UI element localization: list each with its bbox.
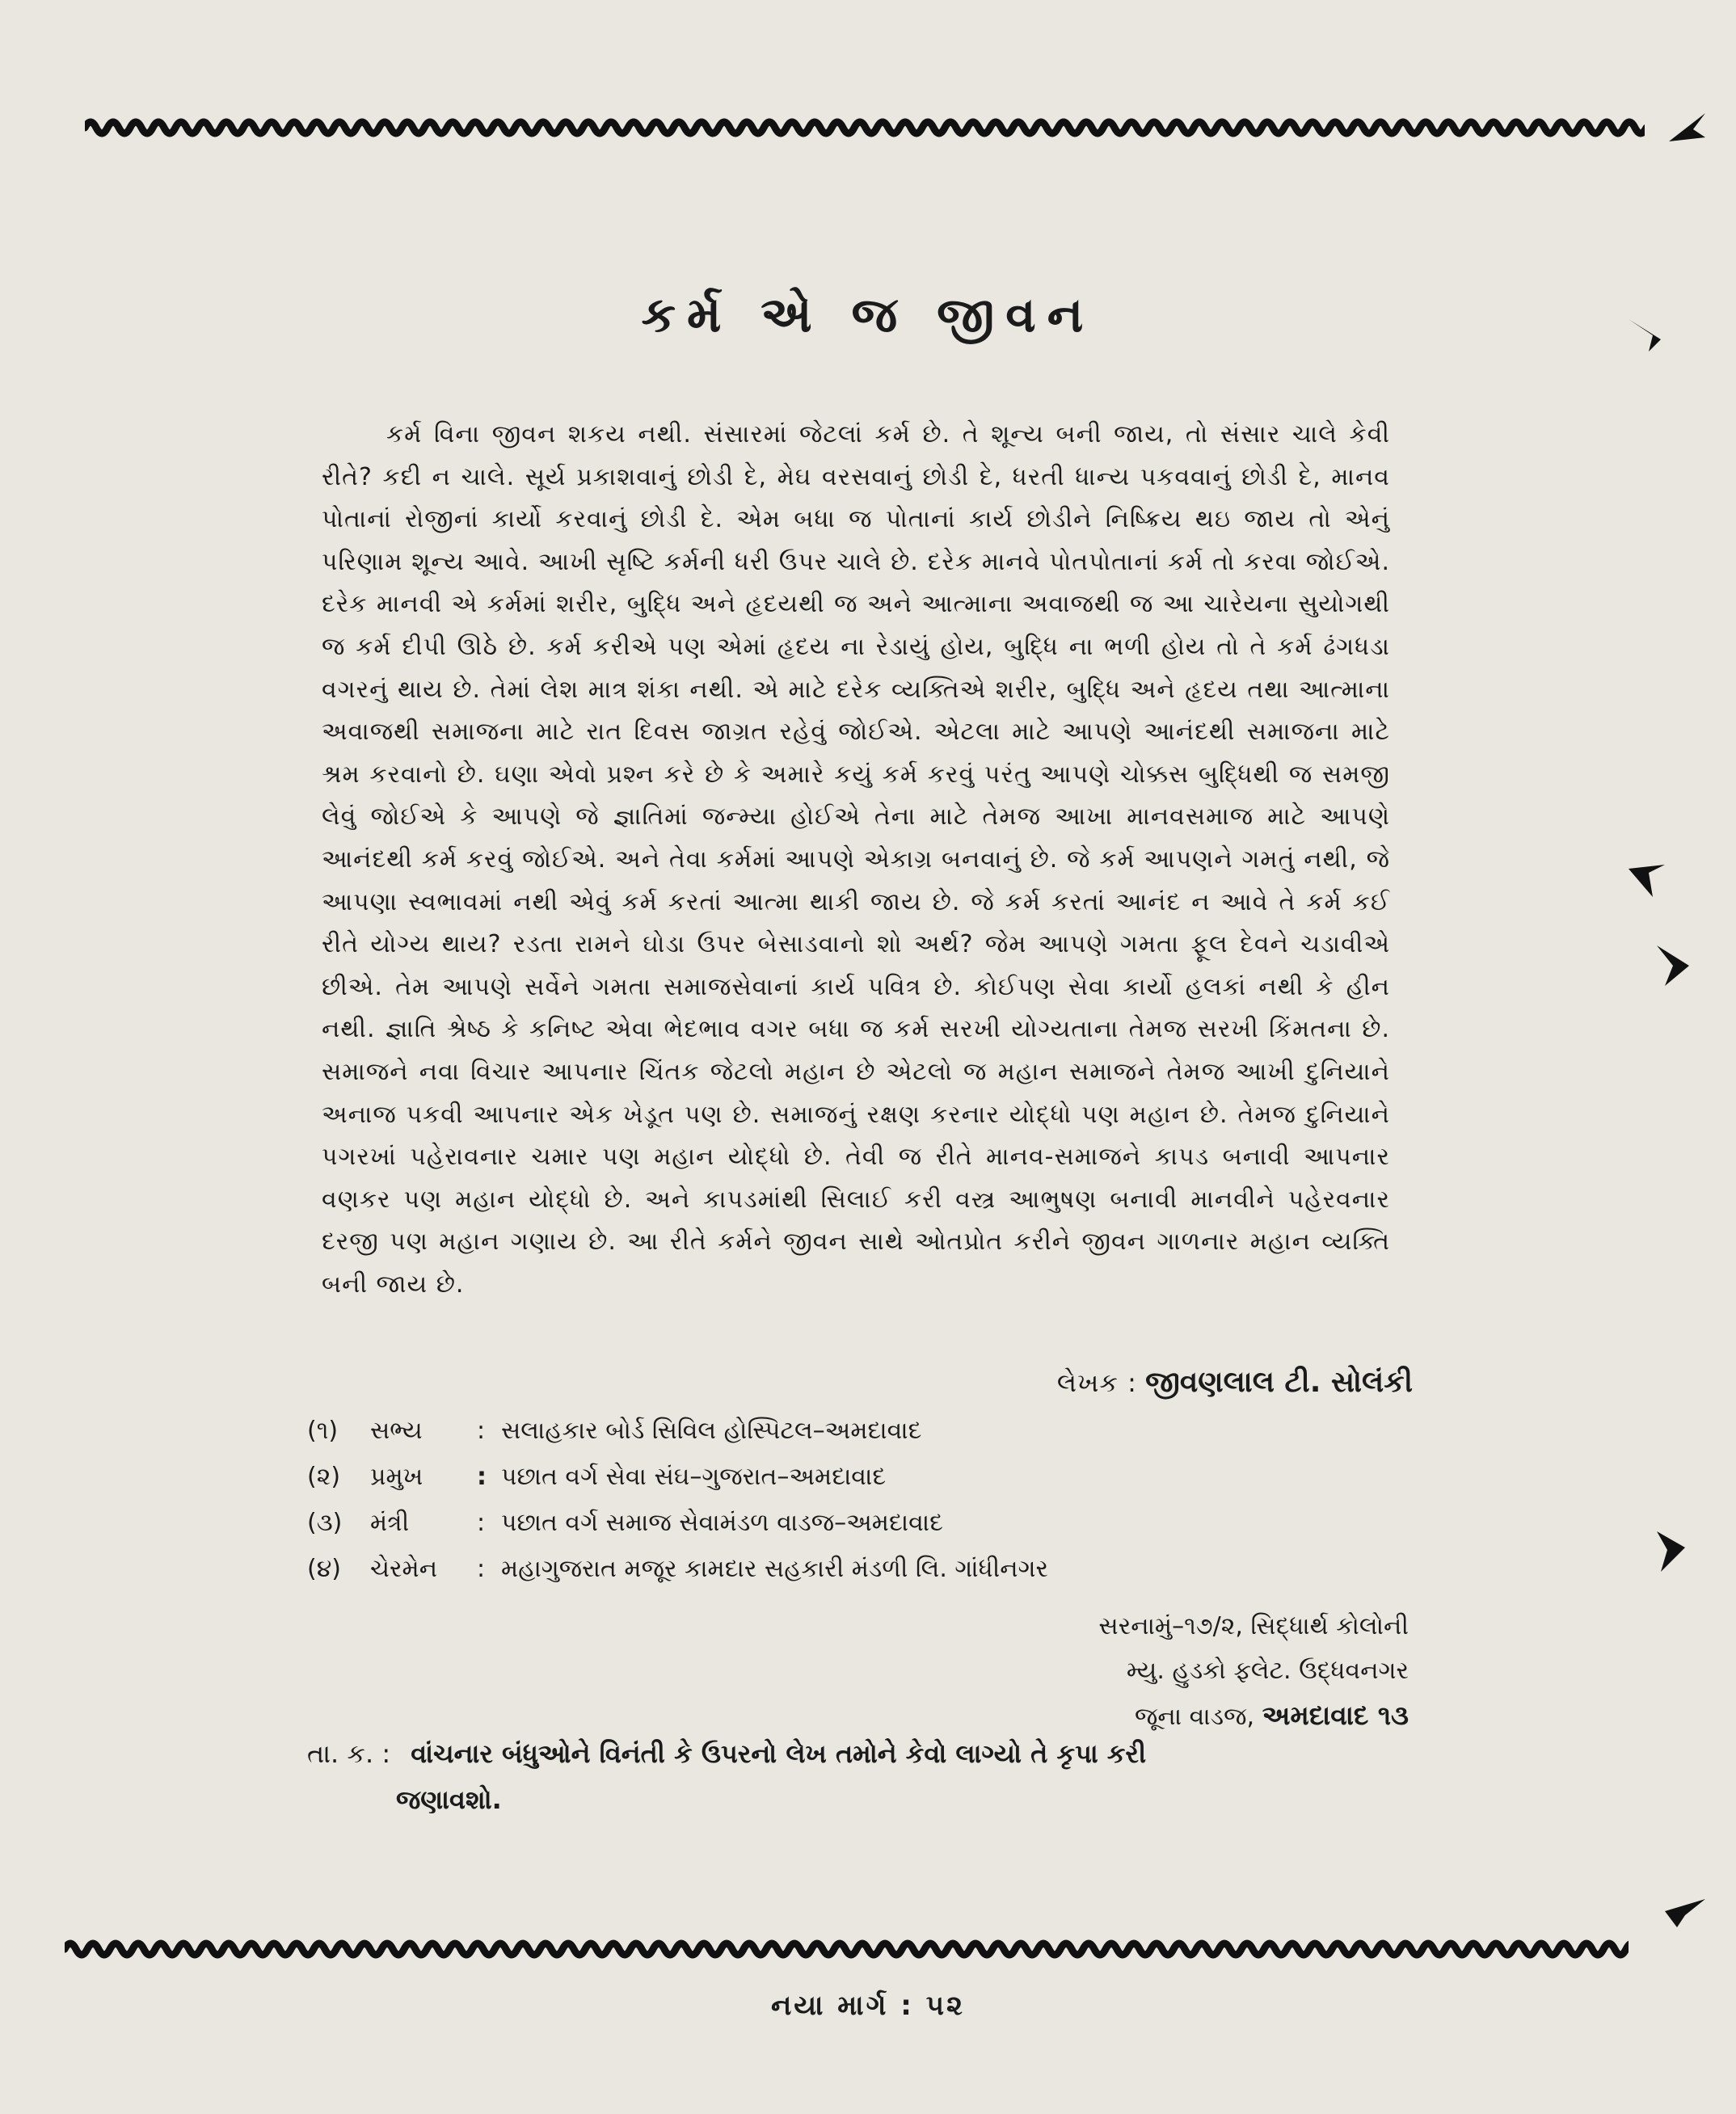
address-city: અમદાવાદ ૧૩: [1262, 1699, 1409, 1731]
role-item: [307, 1408, 1048, 1454]
role-organization: પછાત વર્ગ સેવા સંઘ–ગુજરાત–અમદાવાદ: [501, 1463, 887, 1491]
postscript-note: [307, 1731, 1390, 1823]
role-item: [307, 1454, 1048, 1500]
address-line-2: મ્યુ. હુડકો ફલેટ. ઉદ્ધવનગર: [1126, 1657, 1409, 1685]
role-separator: :: [477, 1417, 486, 1445]
role-number: (૩): [307, 1509, 343, 1537]
binding-hole: [1665, 105, 1713, 154]
role-organization: સલાહકાર બોર્ડ સિવિલ હોસ્પિટલ–અમદાવાદ: [501, 1417, 922, 1445]
role-number: (૪): [307, 1555, 342, 1583]
role-title: પ્રમુખ: [370, 1463, 423, 1491]
bottom-wavy-border: [65, 1933, 1629, 1965]
article-body: કર્મ વિના જીવન શકય નથી. સંસારમાં જેટલાં કર્મ છે. તે શૂન્ય બની જાય, તો સંસાર ચાલે કેવી રીતે? કદી ન ચાલે. સૂર્ય પ્રકાશવાનું છોડી દે, મેઘ વરસવાનું છોડી દે, ધરતી ધાન્ય પકવવાનું છોડી દે, માનવ પોતાનાં રોજીનાં કાર્યો કરવાનું છોડી દે. એમ બધા જ પોતાનાં કાર્ય છોડીને નિષ્ક્રિય થઇ જાય તો એનું પરિણામ શૂન્ય આવે. આખી સૃષ્ટિ કર્મની ધરી ઉપર ચાલે છે. દરેક માનવે પોતપોતાનાં કર્મ તો કરવા જોઈએ. દરેક માનવી એ કર્મમાં શરીર, બુદ્ધિ અને હૃદયથી જ અને આત્માના અવાજથી જ આ ચારેયના સુયોગથી જ કર્મ દીપી ઊઠે છે. કર્મ કરીએ પણ એમાં હૃદય ના રેડાયું હોય, બુદ્ધિ ના ભળી હોય તો તે કર્મ ઢંગધડા વગરનું થાય છે. તેમાં લેશ માત્ર શંકા નથી. એ માટે દરેક વ્યક્તિએ શરીર, બુદ્ધિ અને હૃદય તથા આત્માના અવાજથી સમાજના માટે રાત દિવસ જાગ્રત રહેવું જોઈએ. એટલા માટે આપણે આનંદથી સમાજના માટે શ્રમ કરવાનો છે. ઘણા એવો પ્રશ્ન કરે છે કે અમારે કયું કર્મ કરવું પરંતુ આપણે ચોક્કસ બુદ્ધિથી જ સમજી લેવું જોઈએ કે આપણે જે જ્ઞાતિમાં જન્મ્યા હોઈએ તેના માટે તેમજ આખા માનવસમાજ માટે આપણે આનંદથી કર્મ કરવું જોઈએ. અને તેવા કર્મમાં આપણે એકાગ્ર બનવાનું છે. જે કર્મ આપણને ગમતું નથી, જે આપણા સ્વભાવમાં નથી એવું કર્મ કરતાં આત્મા થાકી જાય છે. જે કર્મ કરતાં આનંદ ન આવે તે કર્મ કઈ રીતે યોગ્ય થાય? રડતા રામને ઘોડા ઉપર બેસાડવાનો શો અર્થ? જેમ આપણે ગમતા ફૂલ દેવને ચડાવીએ છીએ. તેમ આપણે સર્વેને ગમતા સમાજસેવાનાં કાર્ય પવિત્ર છે. કોઈપણ સેવા કાર્યો હલકાં નથી કે હીન નથી. જ્ઞાતિ શ્રેષ્ઠ કે કનિષ્ટ એવા ભેદભાવ વગર બધા જ કર્મ સરખી યોગ્યતાના તેમજ સરખી કિંમતના છે. સમાજને નવા વિચાર આપનાર ચિંતક જેટલો મહાન છે એટલો જ મહાન સમાજને તેમજ આખી દુનિયાને અનાજ પકવી આપનાર એક ખેડૂત પણ છે. સમાજનું રક્ષણ કરનાર યોદ્ધો પણ મહાન છે. તેમજ દુનિયાને પગરખાં પહેરાવનાર ચમાર પણ મહાન યોદ્ધો છે. તેવી જ રીતે માનવ-સમાજને કાપડ બનાવી આપનાર વણકર પણ મહાન યોદ્ધો છે. અને કાપડમાંથી સિલાઈ કરી વસ્ત્ર આભુષણ બનાવી માનવીને પહેરવનાર દરજી પણ મહાન ગણાય છે. આ રીતે કર્મને જીવન સાથે ઓતપ્રોત કરીને જીવન ગાળનાર મહાન વ્યક્તિ બની જાય છે.: [322, 420, 1390, 1299]
address-locality: જૂના વાડજ,: [1135, 1703, 1255, 1731]
author-label: લેખક :: [1056, 1367, 1137, 1398]
postscript-continuation: જણાવશો.: [396, 1784, 502, 1815]
role-separator: :: [477, 1463, 487, 1491]
binding-hole: [1649, 941, 1697, 990]
top-wavy-border: [85, 112, 1645, 144]
address-line-1: સરનામું–૧૭/૨, સિદ્ધાર્થ કોલોની: [1098, 1612, 1409, 1640]
role-title: ચેરમેન: [370, 1555, 438, 1583]
role-separator: :: [477, 1555, 486, 1583]
author-roles: [307, 1408, 1048, 1592]
author-address: [1098, 1604, 1409, 1739]
postscript-text: વાંચનાર બંધુઓને વિનંતી કે ઉપરનો લેખ તમોને કેવો લાગ્યો તે કૃપા કરી: [411, 1738, 1147, 1769]
article-title: કર્મ એ જ જીવન: [641, 287, 1095, 343]
author-line: [1057, 1366, 1413, 1400]
binding-hole: [1624, 853, 1673, 901]
binding-hole: [1645, 1527, 1693, 1576]
role-number: (૨): [307, 1463, 341, 1491]
role-item: [307, 1546, 1048, 1592]
role-number: (૧): [307, 1417, 339, 1445]
role-organization: મહાગુજરાત મજૂર કામદાર સહકારી મંડળી લિ. ગાંધીનગર: [501, 1555, 1048, 1583]
role-title: મંત્રી: [370, 1509, 410, 1537]
role-item: [307, 1500, 1048, 1546]
postscript-label: તા. ક. :: [307, 1738, 391, 1769]
role-title: સભ્ય: [370, 1417, 423, 1445]
role-organization: પછાત વર્ગ સમાજ સેવામંડળ વાડજ–અમદાવાદ: [501, 1509, 943, 1537]
author-name: જીવણલાલ ટી. સોલંકી: [1145, 1366, 1413, 1399]
role-separator: :: [477, 1509, 486, 1537]
page-footer: નયા માર્ગ : ૫૨: [770, 1990, 966, 2022]
binding-hole: [1661, 1883, 1709, 1931]
